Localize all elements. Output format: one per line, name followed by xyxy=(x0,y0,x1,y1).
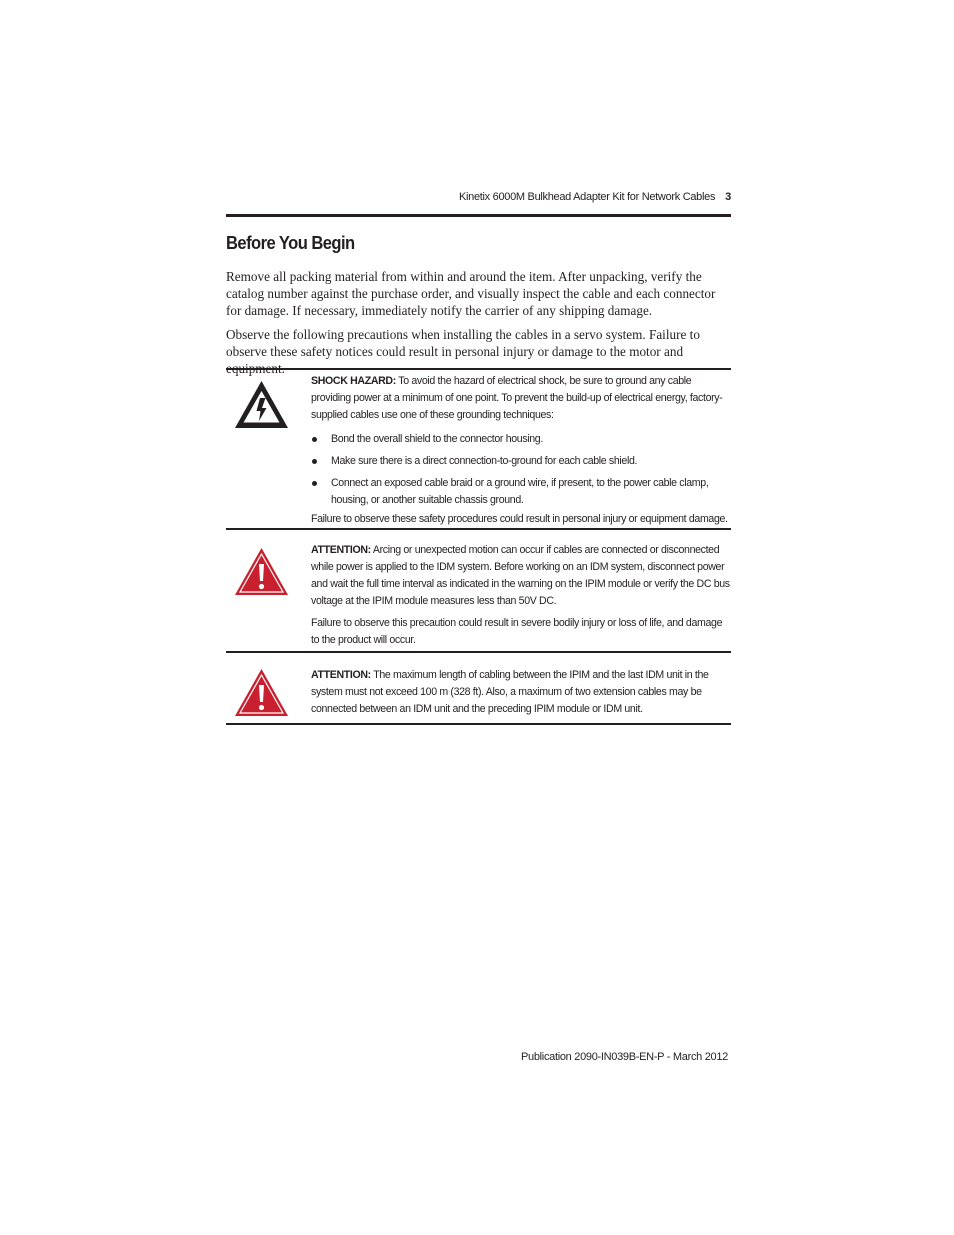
shock-hazard-notice xyxy=(226,368,731,530)
attention-arcing-text xyxy=(311,542,731,649)
header-rule xyxy=(226,214,731,217)
header-title: Kinetix 6000M Bulkhead Adapter Kit for Network Cables xyxy=(458,191,716,203)
section-title: Before You Begin xyxy=(226,233,355,253)
bullet-icon xyxy=(312,459,317,464)
shock-hazard-icon xyxy=(233,378,290,436)
attention-notice-arcing xyxy=(226,528,731,653)
running-header xyxy=(226,191,731,211)
grounding-techniques-list xyxy=(311,431,731,509)
bullet-icon xyxy=(312,437,317,442)
notice-label: ATTENTION: xyxy=(311,669,371,681)
attention-cable-length-text xyxy=(311,667,731,718)
shock-hazard-text xyxy=(311,373,731,528)
bullet-icon xyxy=(312,481,317,486)
attention-icon xyxy=(233,546,290,602)
shock-hazard-footer: Failure to observe these safety procedures could result in personal injury or equipment damage. xyxy=(311,513,728,525)
notice-label: ATTENTION: xyxy=(311,544,371,556)
intro-paragraph: Remove all packing material from within and around the item. After unpacking, verify the catalog number against the purchase order, and visually inspect the cable and each connector for damage. If necessary, immediately notify the carrier of any shipping damage. xyxy=(226,269,716,318)
attention-notice-cable-length xyxy=(226,651,731,725)
list-item: Connect an exposed cable braid or a ground wire, if present, to the power cable clamp, housing, or another suitable chassis ground. xyxy=(311,475,731,509)
attention-cable-length-body xyxy=(311,667,731,718)
precautions-paragraph: Observe the following precautions when installing the cables in a servo system. Failure to observe these safety notices could result in personal injury or damage to the motor and equipment. xyxy=(226,327,700,376)
list-item: Make sure there is a direct connection-to-ground for each cable shield. xyxy=(311,453,731,470)
list-item: Bond the overall shield to the connector housing. xyxy=(311,431,731,448)
attention-arcing-footer: Failure to observe this precaution could result in severe bodily injury or loss of life, and damage to the product will occur. xyxy=(311,617,723,646)
shock-hazard-intro xyxy=(311,373,731,424)
notice-label: SHOCK HAZARD: xyxy=(311,375,396,387)
notice-body: To avoid the hazard of electrical shock, be sure to ground any cable providing power at a minimum of one point. To prevent the build-up of electrical energy, factory-supplied cables use one of these grounding techniques: xyxy=(311,375,723,421)
page-number: 3 xyxy=(725,191,731,203)
attention-arcing-body xyxy=(311,542,731,610)
attention-icon xyxy=(233,667,290,723)
notice-body: The maximum length of cabling between the IPIM and the last IDM unit in the system must not exceed 100 m (328 ft). Also, a maximum of two extension cables may be connected between an IDM unit and the preceding IPIM module or IDM unit. xyxy=(311,669,709,715)
publication-footer: Publication 2090-IN039B-EN-P - March 2012 xyxy=(520,1051,728,1063)
notice-body: Arcing or unexpected motion can occur if cables are connected or disconnected while power is applied to the IDM system. Before working on an IDM system, disconnect power and wait the full time interval as indicated in the warning on the IPIM module or verify the DC bus voltage at the IPIM module measures less than 50V DC. xyxy=(311,544,730,607)
